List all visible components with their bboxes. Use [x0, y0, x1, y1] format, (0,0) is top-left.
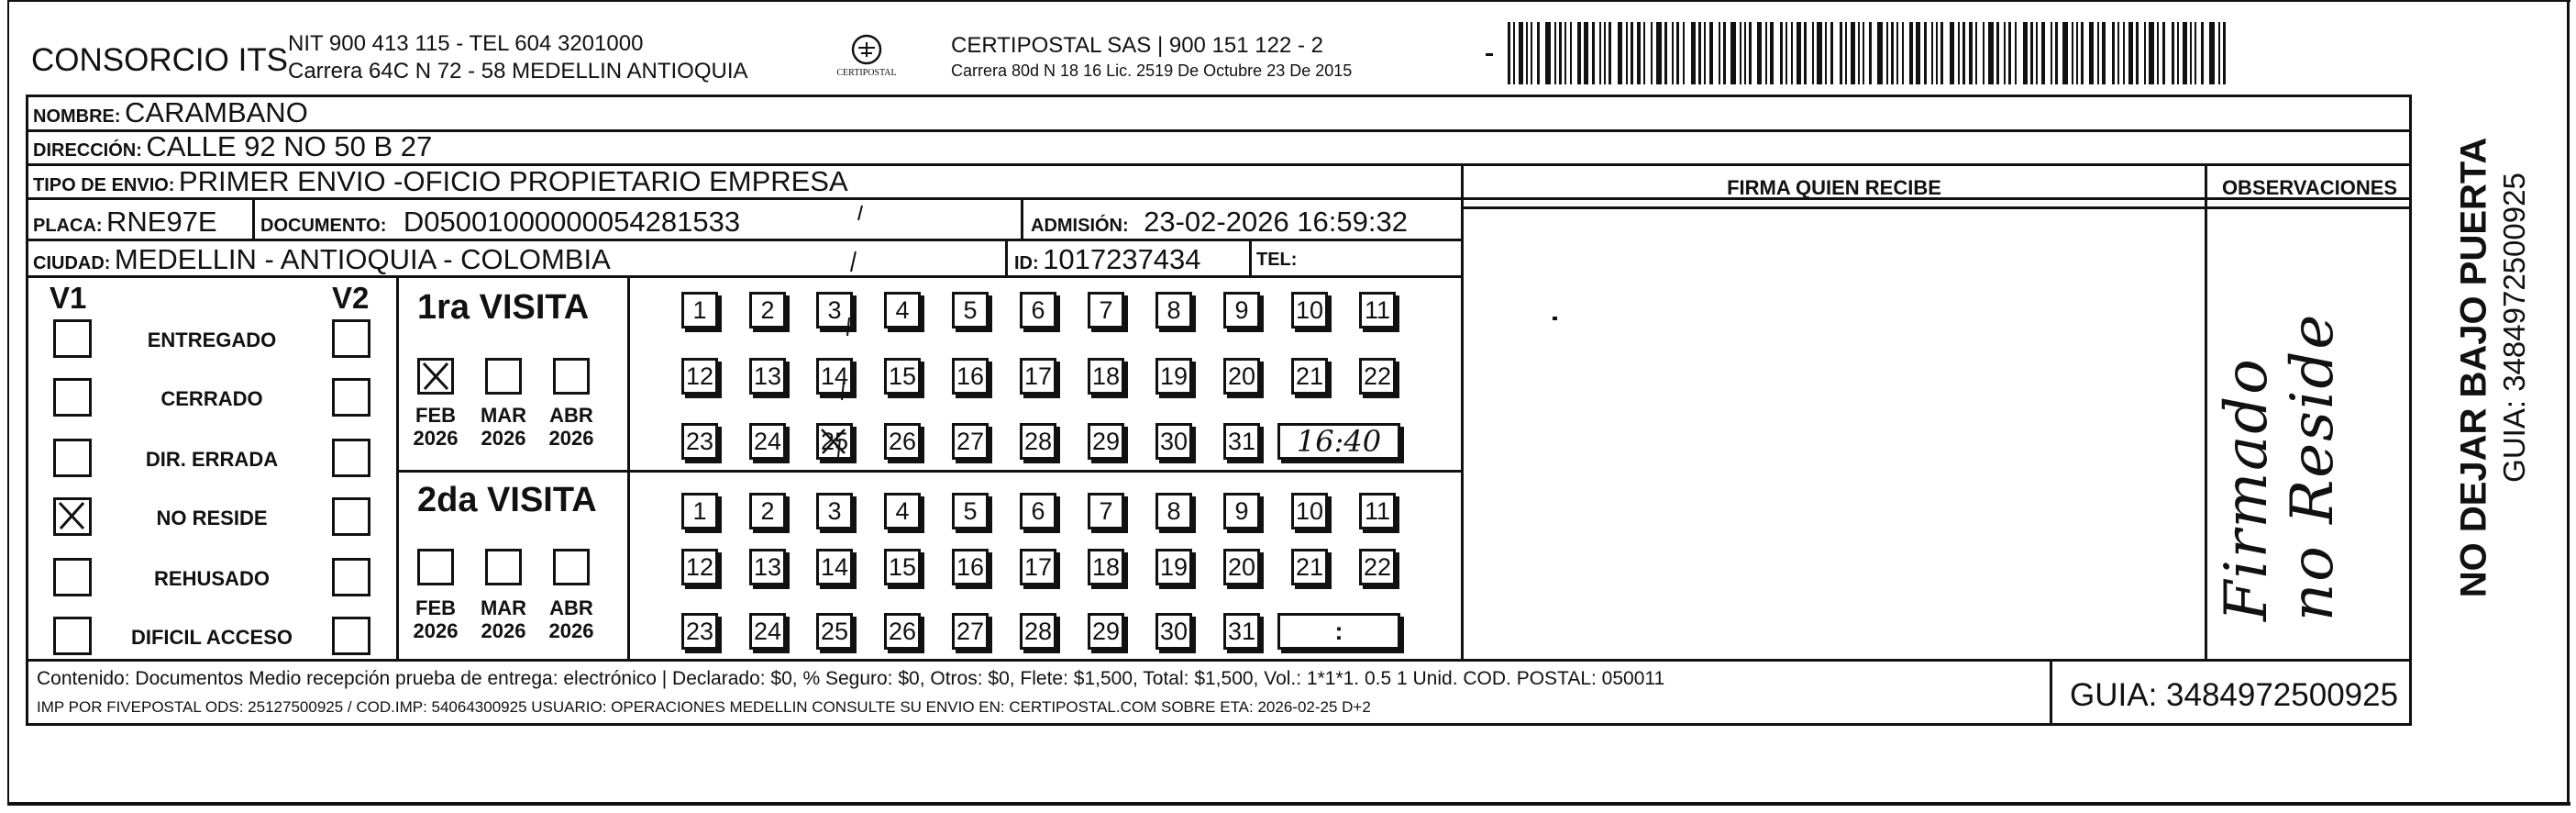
v2-checkbox[interactable] [332, 497, 370, 536]
barcode-bar [2183, 22, 2187, 84]
barcode-bar [2190, 22, 2192, 84]
handwritten-note-2 [2279, 291, 2347, 621]
barcode-bar [1891, 22, 1894, 84]
month-year: 2026 [481, 619, 526, 642]
month-name: ABR [549, 596, 593, 619]
tipo-envio-row [33, 165, 848, 198]
direccion-value: CALLE 92 NO 50 B 27 [146, 130, 433, 162]
months-divider [627, 275, 630, 659]
month-label [404, 404, 468, 450]
visit2-title: 2da VISITA [417, 481, 597, 519]
id-label: ID: [1014, 253, 1039, 273]
id-row [1014, 243, 1201, 276]
barcode-bar [1804, 22, 1807, 84]
nombre-value: CARAMBANO [125, 96, 308, 128]
barcode-bar [2015, 22, 2017, 84]
barcode-bar [2072, 22, 2073, 84]
month-year: 2026 [413, 427, 459, 450]
observaciones-divider [2205, 163, 2207, 659]
v2-checkbox[interactable] [332, 378, 370, 417]
certipostal-address: Carrera 80d N 18 16 Lic. 2519 De Octubre 23 De 2015 [951, 61, 1353, 80]
day-box[interactable]: 4 [884, 292, 921, 329]
month-label [471, 596, 536, 642]
placa-row [33, 206, 217, 239]
barcode-bar [1537, 22, 1540, 84]
barcode-bar [2062, 22, 2068, 84]
barcode-bar [2195, 22, 2196, 84]
day-box[interactable]: 9 [1223, 493, 1260, 529]
v2-checkbox[interactable] [332, 319, 370, 358]
day-box[interactable]: 3 [816, 493, 853, 529]
barcode-bar [1825, 22, 1827, 84]
nombre-row [33, 96, 308, 129]
barcode-bar [1599, 22, 1601, 84]
day-box[interactable]: 18 [1088, 358, 1124, 395]
barcode-bar [1757, 22, 1762, 84]
v1-checkbox[interactable] [53, 378, 92, 417]
handwritten-text-1: Firmado [2213, 357, 2281, 621]
day-box[interactable]: 31 [1223, 423, 1260, 460]
time-box[interactable]: : [1277, 613, 1400, 650]
barcode-bar [1554, 22, 1556, 84]
barcode-bar [1531, 22, 1532, 84]
day-box[interactable]: 10 [1291, 292, 1328, 329]
month-checkbox[interactable] [417, 358, 454, 395]
status-label: REHUSADO [154, 567, 270, 590]
day-box[interactable]: 21 [1291, 549, 1328, 585]
footer-guia-divider [2050, 659, 2052, 726]
barcode-bar [2112, 22, 2115, 84]
barcode-bar [2149, 22, 2154, 84]
month-checkbox[interactable] [485, 358, 522, 395]
day-box[interactable]: 26 [884, 423, 921, 460]
day-box[interactable]: 25 [816, 423, 853, 460]
v1-checkbox[interactable] [53, 617, 92, 655]
day-box[interactable]: 17 [1020, 549, 1056, 585]
id-value: 1017237434 [1043, 243, 1201, 275]
barcode-bar [2128, 22, 2133, 84]
month-label [539, 404, 603, 450]
month-year: 2026 [481, 427, 526, 450]
day-box[interactable]: 30 [1155, 613, 1192, 650]
admision-divider [1021, 197, 1023, 239]
firma-divider [1461, 163, 1464, 659]
barcode-bar [1643, 22, 1645, 84]
day-box[interactable]: 14 [816, 358, 853, 395]
no-dejar-bajo-puerta: NO DEJAR BAJO PUERTA [2453, 137, 2494, 598]
v2-checkbox[interactable] [332, 439, 370, 477]
placa-divider [252, 197, 255, 239]
barcode-bar [1770, 22, 1774, 84]
barcode-bar [2102, 22, 2106, 84]
barcode-bar [1631, 22, 1633, 84]
barcode-bar [1845, 22, 1847, 84]
day-box[interactable]: 28 [1020, 423, 1056, 460]
barcode-bar [1924, 22, 1927, 84]
day-box[interactable]: 6 [1020, 493, 1056, 529]
barcode-bar [1940, 22, 1943, 84]
barcode-bar [2201, 22, 2204, 84]
day-box[interactable]: 2 [749, 292, 786, 329]
barcode-bar [1592, 22, 1595, 84]
visit1-title: 1ra VISITA [417, 288, 590, 327]
right-frame-line [2567, 0, 2570, 806]
barcode-bar [1676, 22, 1679, 84]
month-name: ABR [549, 404, 593, 427]
barcode-bar [2177, 22, 2179, 84]
barcode-bar [1691, 22, 1696, 84]
admision-label: ADMISIÓN: [1031, 216, 1129, 236]
status-label: CERRADO [160, 387, 263, 410]
barcode-bar [1740, 22, 1741, 84]
admision-row [1031, 206, 1408, 239]
address-line: Carrera 64C N 72 - 58 MEDELLIN ANTIOQUIA [288, 59, 748, 84]
direccion-row [33, 130, 432, 163]
id-divider [1005, 239, 1008, 275]
barcode-bar [1797, 22, 1801, 84]
company-name: CONSORCIO ITS [31, 42, 289, 78]
barcode-bar [2144, 22, 2146, 84]
day-box[interactable]: 14 [816, 549, 853, 585]
barcode-bar [1709, 22, 1713, 84]
barcode-bar [2008, 22, 2011, 84]
barcode-bar [1830, 22, 1833, 84]
barcode-bar [2097, 22, 2099, 84]
barcode-bar [1664, 22, 1667, 84]
firma-header: FIRMA QUIEN RECIBE [1727, 176, 1941, 199]
v2-label: V2 [332, 281, 370, 315]
v1-checkbox[interactable] [53, 497, 92, 536]
ciudad-value: MEDELLIN - ANTIOQUIA - COLOMBIA [114, 243, 611, 275]
day-box[interactable]: 23 [681, 423, 718, 460]
barcode-bar [1877, 22, 1883, 84]
barcode-bar [1584, 22, 1588, 84]
certipostal-line: CERTIPOSTAL SAS | 900 151 122 - 2 [951, 33, 1323, 58]
barcode-bar [1683, 22, 1685, 84]
day-box[interactable]: 8 [1155, 493, 1192, 529]
status-divider [396, 275, 399, 659]
barcode-bar [2136, 22, 2139, 84]
row-line-6 [26, 659, 2412, 662]
barcode-bar [1916, 22, 1920, 84]
month-name: MAR [480, 404, 527, 427]
day-box[interactable]: 12 [681, 358, 718, 395]
barcode-bar [1840, 22, 1842, 84]
status-label: ENTREGADO [147, 329, 277, 351]
day-box[interactable]: 1 [681, 292, 718, 329]
day-box[interactable]: 28 [1020, 613, 1056, 650]
month-year: 2026 [548, 427, 594, 450]
barcode-bar [1637, 22, 1641, 84]
day-box[interactable]: 18 [1088, 549, 1124, 585]
day-box[interactable]: 26 [884, 613, 921, 650]
day-box[interactable]: 17 [1020, 358, 1056, 395]
day-box[interactable]: 16 [952, 549, 989, 585]
barcode-bar [1886, 22, 1888, 84]
barcode-bar [1723, 22, 1726, 84]
barcode-bar [1577, 22, 1581, 84]
month-label [404, 596, 468, 642]
footer-guia: GUIA: 3484972500925 [2070, 677, 2399, 713]
placa-label: PLACA: [33, 216, 103, 236]
day-box[interactable]: 2 [749, 493, 786, 529]
day-box[interactable]: 7 [1088, 493, 1124, 529]
day-box[interactable]: 29 [1088, 613, 1124, 650]
barcode-bar [1950, 22, 1954, 84]
barcode-bar [1765, 22, 1767, 84]
day-box[interactable]: 16 [952, 358, 989, 395]
barcode-bar [1609, 22, 1611, 84]
documento-row [260, 206, 740, 239]
barcode-bar [2123, 22, 2125, 84]
barcode [1504, 22, 2233, 86]
day-box[interactable]: 22 [1359, 358, 1396, 395]
barcode-bar [1969, 22, 1973, 84]
barcode-bar [2055, 22, 2058, 84]
barcode-bar [1730, 22, 1736, 84]
day-box[interactable]: 19 [1155, 358, 1192, 395]
barcode-bar [2081, 22, 2084, 84]
nit-line: NIT 900 413 115 - TEL 604 3201000 [288, 31, 644, 56]
month-year: 2026 [548, 619, 594, 642]
month-checkbox[interactable] [553, 358, 590, 395]
day-box[interactable]: 1 [681, 493, 718, 529]
barcode-bar [1559, 22, 1562, 84]
firma-dot [1553, 317, 1557, 320]
day-box[interactable]: 27 [952, 423, 989, 460]
barcode-bar [1791, 22, 1793, 84]
barcode-bar [1564, 22, 1566, 84]
barcode-bar [1988, 22, 1994, 84]
barcode-bar [1817, 22, 1822, 84]
month-label [539, 596, 603, 642]
barcode-bar [2076, 22, 2078, 84]
day-box[interactable]: 21 [1291, 358, 1328, 395]
barcode-bar [2117, 22, 2119, 84]
day-box[interactable]: 11 [1359, 493, 1396, 529]
barcode-bar [1672, 22, 1674, 84]
documento-value: D05001000000054281533 [403, 206, 741, 238]
certipostal-logo [830, 31, 903, 83]
barcode-bar [1975, 22, 1977, 84]
documento-label: DOCUMENTO: [260, 216, 387, 236]
barcode-bar [2157, 22, 2159, 84]
day-box[interactable]: 7 [1088, 292, 1124, 329]
day-box[interactable]: 27 [952, 613, 989, 650]
month-checkbox[interactable] [553, 549, 590, 585]
tipo-envio-value: PRIMER ENVIO -OFICIO PROPIETARIO EMPRESA [178, 165, 848, 197]
barcode-bar [1931, 22, 1933, 84]
day-box[interactable]: 30 [1155, 423, 1192, 460]
month-name: FEB [415, 404, 456, 427]
barcode-bar [2004, 22, 2006, 84]
v1-checkbox[interactable] [53, 439, 92, 477]
barcode-bar [1604, 22, 1606, 84]
left-frame-line [7, 0, 9, 806]
barcode-bar [1902, 22, 1904, 84]
month-checkbox[interactable] [485, 549, 522, 585]
day-box[interactable]: 22 [1359, 549, 1396, 585]
day-box[interactable]: 5 [952, 292, 989, 329]
barcode-bar [1780, 22, 1783, 84]
footer-line-2: IMP POR FIVEPOSTAL ODS: 25127500925 / COD.IMP: 54064300925 USUARIO: OPERACIONES MEDELLIN CONSULTE SU ENVIO EN: CERTIPOSTAL.COM SOBRE ETA: 2026-02-25 D+2 [37, 698, 1371, 716]
ciudad-row [33, 243, 611, 276]
barcode-bar [1618, 22, 1622, 84]
v1-checkbox[interactable] [53, 558, 92, 596]
day-box[interactable]: 3 [816, 292, 853, 329]
v2-checkbox[interactable] [332, 617, 370, 655]
barcode-bar [1983, 22, 1985, 84]
barcode-bar [1719, 22, 1720, 84]
barcode-bar [1896, 22, 1898, 84]
status-label: DIFICIL ACCESO [130, 626, 293, 649]
barcode-bar [2030, 22, 2033, 84]
month-name: FEB [415, 596, 456, 619]
handwritten-text-2: no Reside [2279, 312, 2347, 621]
day-box[interactable]: 19 [1155, 549, 1192, 585]
barcode-bar [2172, 22, 2174, 84]
ciudad-label: CIUDAD: [33, 253, 111, 273]
nombre-label: NOMBRE: [33, 106, 121, 127]
barcode-bar [1962, 22, 1965, 84]
barcode-bar [2051, 22, 2052, 84]
barcode-bar [1786, 22, 1787, 84]
barcode-bar [1519, 22, 1523, 84]
top-frame-line [7, 0, 2570, 2]
barcode-bar [1704, 22, 1706, 84]
barcode-bar [1863, 22, 1864, 84]
tel-divider [1249, 239, 1252, 275]
day-box[interactable]: 29 [1088, 423, 1124, 460]
tel-label: TEL: [1256, 250, 1298, 270]
barcode-bar [2023, 22, 2028, 84]
barcode-bar [1869, 22, 1872, 84]
tipo-envio-label: TIPO DE ENVIO: [33, 175, 175, 195]
barcode-bar [1570, 22, 1572, 84]
barcode-bar [1744, 22, 1746, 84]
row-line-4 [26, 239, 1464, 241]
barcode-bar [1858, 22, 1860, 84]
barcode-bar [1626, 22, 1628, 84]
month-label [471, 404, 536, 450]
barcode-bar [2041, 22, 2045, 84]
v1-label: V1 [50, 281, 87, 315]
day-box[interactable]: 12 [681, 549, 718, 585]
day-box[interactable]: 15 [884, 358, 921, 395]
firma-header-line [1461, 206, 2412, 209]
day-box[interactable]: 5 [952, 493, 989, 529]
status-label: NO RESIDE [156, 507, 268, 529]
observaciones-header: OBSERVACIONES [2221, 176, 2398, 199]
day-box[interactable]: 20 [1223, 358, 1260, 395]
day-box[interactable]: 23 [681, 613, 718, 650]
barcode-bar [2089, 22, 2094, 84]
day-box[interactable]: 31 [1223, 613, 1260, 650]
day-box[interactable]: 15 [884, 549, 921, 585]
barcode-bar [1526, 22, 1528, 84]
day-box[interactable]: 6 [1020, 292, 1056, 329]
barcode-bar [2162, 22, 2165, 84]
placa-value: RNE97E [106, 206, 217, 238]
v1-checkbox[interactable] [53, 319, 92, 358]
footer-line-1: Contenido: Documentos Medio recepción prueba de entrega: electrónico | Declarado: $0, % Seguro: $0, Otros: $0, Flete: $1,500, Total: $1,500, Vol.: 1*1*1. 0.5 1 Unid. COD. POSTAL: 050011 [37, 668, 1665, 689]
guia-vertical: GUIA: 3484972500925 [2497, 173, 2531, 483]
direccion-label: DIRECCIÓN: [33, 140, 142, 161]
barcode-dash [1486, 53, 1493, 56]
barcode-bar [2223, 22, 2226, 84]
time-box[interactable]: 16:40 [1277, 423, 1400, 460]
day-box[interactable]: 25 [816, 613, 853, 650]
day-box[interactable]: 8 [1155, 292, 1192, 329]
barcode-bar [1651, 22, 1653, 84]
status-label: DIR. ERRADA [145, 448, 279, 471]
month-year: 2026 [413, 619, 459, 642]
day-box[interactable]: 4 [884, 493, 921, 529]
barcode-bar [1656, 22, 1662, 84]
barcode-bar [1508, 22, 1510, 84]
bottom-frame-line [7, 802, 2570, 806]
v2-checkbox[interactable] [332, 558, 370, 596]
day-box[interactable]: 13 [749, 358, 786, 395]
day-box[interactable]: 24 [749, 613, 786, 650]
barcode-bar [1851, 22, 1855, 84]
day-box[interactable]: 11 [1359, 292, 1396, 329]
barcode-bar [1812, 22, 1814, 84]
day-box[interactable]: 20 [1223, 549, 1260, 585]
month-checkbox[interactable] [417, 549, 454, 585]
admision-value: 23-02-2026 16:59:32 [1144, 206, 1408, 238]
month-name: MAR [480, 596, 527, 619]
handwritten-note-1 [2213, 291, 2281, 621]
barcode-bar [2218, 22, 2220, 84]
barcode-bar [2209, 22, 2215, 84]
barcode-bar [1698, 22, 1701, 84]
barcode-bar [1909, 22, 1913, 84]
barcode-bar [1749, 22, 1752, 84]
day-box[interactable]: 24 [749, 423, 786, 460]
barcode-bar [1545, 22, 1551, 84]
barcode-bar [1936, 22, 1938, 84]
barcode-bar [1958, 22, 1960, 84]
visit-divider [396, 470, 1464, 473]
logo-text: CERTIPOSTAL [836, 68, 897, 78]
day-box[interactable]: 13 [749, 549, 786, 585]
barcode-bar [2036, 22, 2038, 84]
day-box[interactable]: 9 [1223, 292, 1260, 329]
barcode-bar [1996, 22, 1999, 84]
barcode-bar [1513, 22, 1515, 84]
pen-stroke-marks [825, 198, 880, 473]
day-box[interactable]: 10 [1291, 493, 1328, 529]
